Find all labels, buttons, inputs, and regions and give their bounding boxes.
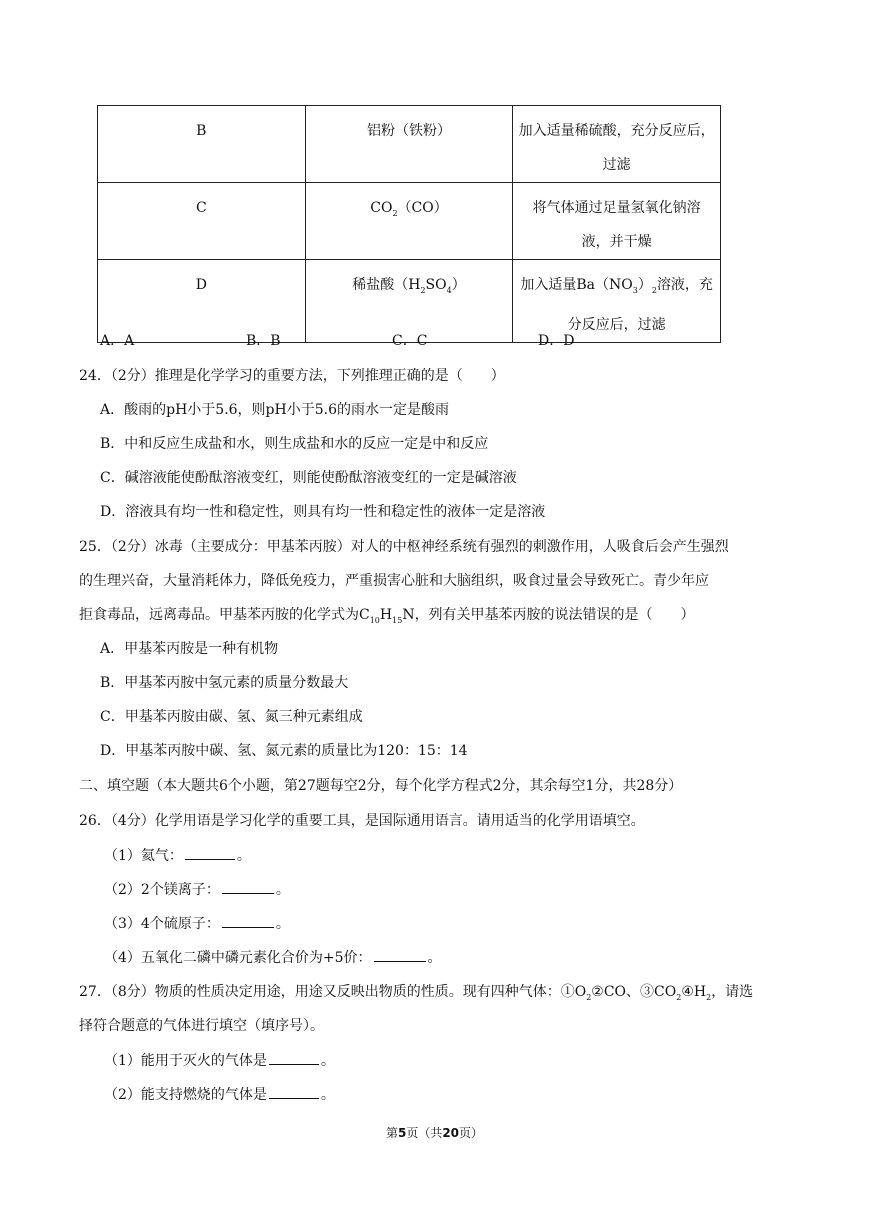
q25-option-d: D．甲基苯丙胺中碳、氢、氮元素的质量比为120：15：14: [100, 743, 468, 759]
table-row: [98, 183, 721, 260]
choice-a: A．A: [100, 333, 135, 349]
q25-option-a: A．甲基苯丙胺是一种有机物: [100, 641, 279, 657]
row-label: B: [196, 123, 207, 139]
options-table: [97, 105, 721, 343]
substance-cell: 铝粉（铁粉）: [366, 123, 451, 139]
q25-option-b: B．甲基苯丙胺中氢元素的质量分数最大: [100, 675, 349, 691]
q27-stem-line2: 择符合题意的气体进行填空（填序号）。: [79, 1018, 324, 1034]
answer-blank[interactable]: [222, 879, 274, 894]
q27-part-1: （1）能用于灭火的气体是 。: [104, 1050, 335, 1071]
q24-option-d: D．溶液具有均一性和稳定性，则具有均一性和稳定性的液体一定是溶液: [100, 504, 546, 520]
answer-blank[interactable]: [185, 845, 235, 860]
method-cell: 将气体通过足量氢氧化钠溶 液，并干燥: [532, 200, 701, 250]
q26-part-3: （3）4个硫原子： 。: [104, 913, 290, 934]
row-label: C: [195, 200, 207, 216]
table-row: [98, 260, 721, 343]
q25-option-c: C．甲基苯丙胺由碳、氢、氮三种元素组成: [100, 709, 363, 725]
q25-stem-line1: 25．（2分）冰毒（主要成分：甲基苯丙胺）对人的中枢神经系统有强烈的刺激作用，人吸食后会产生强烈: [79, 539, 729, 555]
q26-part-1: （1）氦气： 。: [104, 845, 251, 866]
method-cell: 加入适量$Ba(NO_3)_2$溶液，充 分反应后，过滤: [520, 277, 713, 333]
section-heading: 二、填空题（本大题共6个小题，第27题每空2分，每个化学方程式2分，其余每空1分，共28分）: [79, 778, 683, 794]
answer-blank[interactable]: [269, 1050, 319, 1065]
q27-stem-line1: 27．（8分）物质的性质决定用途，用途又反映出物质的性质。现有四种气体：$①O_2②CO$、$③CO_2④H_2$，请选: [79, 984, 754, 1002]
answer-blank[interactable]: [222, 913, 274, 928]
page-footer: 第5页（共20页）: [385, 1126, 484, 1140]
answer-blank[interactable]: [374, 947, 426, 962]
q26-part-2: （2）2个镁离子： 。: [104, 879, 290, 900]
row-label: D: [195, 277, 207, 293]
choice-b: B．B: [246, 333, 281, 349]
q27-part-2: （2）能支持燃烧的气体是 。: [104, 1084, 335, 1105]
q24-stem: 24．（2分）推理是化学学习的重要方法，下列推理正确的是（ ）: [79, 368, 505, 384]
q25-stem-line2: 的生理兴奋，大量消耗体力，降低免疫力，严重损害心脏和大脑组织，吸食过量会导致死亡。青少年应: [79, 573, 709, 589]
q24-option-b: B．中和反应生成盐和水，则生成盐和水的反应一定是中和反应: [100, 436, 489, 452]
q23-choices: [100, 331, 574, 351]
q24-option-a: A．酸雨的pH小于5.6，则pH小于5.6的雨水一定是酸雨: [100, 402, 449, 418]
substance-cell: $CO_2(CO)$: [370, 200, 448, 218]
method-cell: 加入适量稀硫酸，充分反应后， 过滤: [518, 123, 715, 173]
q26-stem: 26．（4分）化学用语是学习化学的重要工具，是国际通用语言。请用适当的化学用语填空。: [79, 813, 645, 829]
q25-stem-line3: 拒食毒品，远离毒品。甲基苯丙胺的化学式为$C_{10}H_{15}N$，列有关甲基苯丙胺的说法错误的是（ ）: [79, 607, 695, 625]
table-row: [98, 106, 721, 183]
substance-cell: 稀盐酸$(H_2SO_4)$: [352, 277, 466, 295]
answer-blank[interactable]: [269, 1084, 319, 1099]
q26-part-4: （4）五氧化二磷中磷元素化合价为+5价： 。: [104, 947, 442, 968]
choice-d: D．D: [538, 333, 575, 349]
q24-option-c: C．碱溶液能使酚酞溶液变红，则能使酚酞溶液变红的一定是碱溶液: [100, 470, 517, 486]
choice-c: C．C: [392, 333, 428, 349]
